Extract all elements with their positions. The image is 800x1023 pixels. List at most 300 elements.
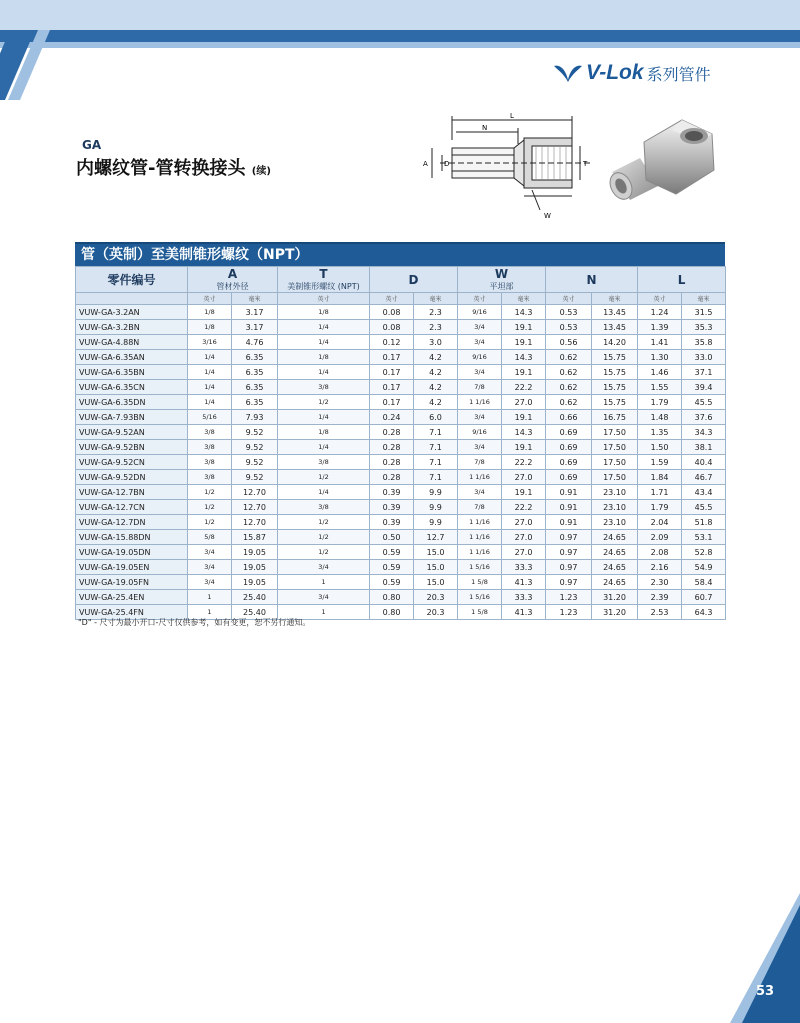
cell-n-mm: 17.50 bbox=[592, 425, 638, 440]
table-row bbox=[76, 545, 726, 560]
logo-subtitle: 系列管件 bbox=[646, 64, 711, 84]
cell-t-npt: 1/8 bbox=[278, 305, 370, 320]
cell-t-npt: 1/2 bbox=[278, 545, 370, 560]
cell-d-in: 0.28 bbox=[370, 470, 414, 485]
cell-w-in: 3/4 bbox=[458, 410, 502, 425]
header-A: A bbox=[188, 267, 278, 282]
cell-a-in: 3/4 bbox=[188, 545, 232, 560]
cell-d-in: 0.28 bbox=[370, 425, 414, 440]
cell-w-mm: 27.0 bbox=[502, 395, 546, 410]
cell-t-npt: 1/2 bbox=[278, 470, 370, 485]
logo-text: V-Lok bbox=[586, 61, 644, 84]
table-row bbox=[76, 335, 726, 350]
cell-d-mm: 4.2 bbox=[414, 380, 458, 395]
v-lok-leaf-icon bbox=[552, 62, 584, 84]
unit-in: 英寸 bbox=[546, 293, 592, 305]
cell-l-mm: 43.4 bbox=[682, 485, 726, 500]
cell-n-in: 0.53 bbox=[546, 305, 592, 320]
table-row bbox=[76, 320, 726, 335]
footnote: "D" - 尺寸为最小开口-尺寸仅供参考，如有变更，恕不另行通知。 bbox=[78, 618, 311, 627]
unit-in: 英寸 bbox=[638, 293, 682, 305]
cell-part-number: VUW-GA-25.4EN bbox=[76, 590, 188, 605]
cell-w-in: 3/4 bbox=[458, 485, 502, 500]
cell-l-in: 1.55 bbox=[638, 380, 682, 395]
table-row bbox=[76, 350, 726, 365]
cell-a-in: 3/16 bbox=[188, 335, 232, 350]
cell-t-npt: 1/8 bbox=[278, 425, 370, 440]
cell-n-in: 0.69 bbox=[546, 470, 592, 485]
cell-l-in: 1.79 bbox=[638, 500, 682, 515]
cell-n-in: 0.97 bbox=[546, 545, 592, 560]
cell-l-mm: 35.3 bbox=[682, 320, 726, 335]
table-section-title: 管（英制）至美制锥形螺纹（NPT） bbox=[75, 242, 725, 266]
cell-d-mm: 7.1 bbox=[414, 455, 458, 470]
table-row bbox=[76, 425, 726, 440]
cell-t-npt: 1/2 bbox=[278, 515, 370, 530]
cell-l-in: 1.59 bbox=[638, 455, 682, 470]
unit-mm: 毫米 bbox=[592, 293, 638, 305]
table-row bbox=[76, 410, 726, 425]
cell-l-in: 2.53 bbox=[638, 605, 682, 620]
cell-t-npt: 3/4 bbox=[278, 590, 370, 605]
cell-a-mm: 3.17 bbox=[232, 305, 278, 320]
cell-part-number: VUW-GA-3.2BN bbox=[76, 320, 188, 335]
cell-a-in: 1/4 bbox=[188, 380, 232, 395]
table-row bbox=[76, 485, 726, 500]
cell-a-mm: 19.05 bbox=[232, 575, 278, 590]
cell-t-npt: 1 bbox=[278, 575, 370, 590]
cell-n-in: 0.62 bbox=[546, 395, 592, 410]
cell-l-mm: 60.7 bbox=[682, 590, 726, 605]
cell-w-mm: 33.3 bbox=[502, 590, 546, 605]
cell-w-mm: 22.2 bbox=[502, 500, 546, 515]
cell-a-in: 1/4 bbox=[188, 350, 232, 365]
cell-part-number: VUW-GA-9.52BN bbox=[76, 440, 188, 455]
cell-part-number: VUW-GA-9.52AN bbox=[76, 425, 188, 440]
cell-n-mm: 23.10 bbox=[592, 485, 638, 500]
brand-logo bbox=[552, 58, 711, 88]
cell-w-mm: 33.3 bbox=[502, 560, 546, 575]
cell-a-mm: 25.40 bbox=[232, 590, 278, 605]
cell-part-number: VUW-GA-19.05EN bbox=[76, 560, 188, 575]
cell-l-mm: 34.3 bbox=[682, 425, 726, 440]
cell-l-mm: 37.1 bbox=[682, 365, 726, 380]
unit-mm: 毫米 bbox=[682, 293, 726, 305]
cell-w-in: 1 5/8 bbox=[458, 575, 502, 590]
cell-a-in: 1/4 bbox=[188, 395, 232, 410]
table-row bbox=[76, 575, 726, 590]
cell-l-mm: 33.0 bbox=[682, 350, 726, 365]
cell-d-mm: 4.2 bbox=[414, 395, 458, 410]
cell-w-mm: 14.3 bbox=[502, 350, 546, 365]
cell-l-mm: 37.6 bbox=[682, 410, 726, 425]
cell-t-npt: 1/2 bbox=[278, 395, 370, 410]
cell-part-number: VUW-GA-9.52CN bbox=[76, 455, 188, 470]
top-banner-stripe-light bbox=[0, 42, 800, 48]
cell-a-in: 3/8 bbox=[188, 440, 232, 455]
table-row bbox=[76, 515, 726, 530]
cell-l-in: 1.71 bbox=[638, 485, 682, 500]
cell-l-in: 1.30 bbox=[638, 350, 682, 365]
cell-d-mm: 12.7 bbox=[414, 530, 458, 545]
dimension-table-grid bbox=[75, 266, 726, 620]
cell-d-in: 0.39 bbox=[370, 515, 414, 530]
cell-a-mm: 6.35 bbox=[232, 395, 278, 410]
cell-l-mm: 51.8 bbox=[682, 515, 726, 530]
cell-l-in: 2.16 bbox=[638, 560, 682, 575]
cell-w-in: 3/4 bbox=[458, 440, 502, 455]
cell-a-mm: 19.05 bbox=[232, 545, 278, 560]
table-row bbox=[76, 380, 726, 395]
cell-w-in: 1 5/16 bbox=[458, 590, 502, 605]
cell-w-in: 3/4 bbox=[458, 335, 502, 350]
cell-n-mm: 23.10 bbox=[592, 500, 638, 515]
cell-d-mm: 4.2 bbox=[414, 365, 458, 380]
cell-w-in: 1 1/16 bbox=[458, 470, 502, 485]
cell-d-mm: 4.2 bbox=[414, 350, 458, 365]
cell-w-mm: 19.1 bbox=[502, 365, 546, 380]
cell-w-mm: 22.2 bbox=[502, 455, 546, 470]
cell-part-number: VUW-GA-6.35AN bbox=[76, 350, 188, 365]
cell-n-in: 0.56 bbox=[546, 335, 592, 350]
cell-n-mm: 24.65 bbox=[592, 560, 638, 575]
cell-d-in: 0.39 bbox=[370, 485, 414, 500]
cell-w-mm: 41.3 bbox=[502, 605, 546, 620]
cell-d-in: 0.12 bbox=[370, 335, 414, 350]
cell-n-mm: 14.20 bbox=[592, 335, 638, 350]
cell-a-mm: 9.52 bbox=[232, 470, 278, 485]
cell-t-npt: 1/4 bbox=[278, 440, 370, 455]
cell-n-mm: 17.50 bbox=[592, 455, 638, 470]
cell-part-number: VUW-GA-6.35DN bbox=[76, 395, 188, 410]
cell-l-in: 2.04 bbox=[638, 515, 682, 530]
cell-l-in: 1.48 bbox=[638, 410, 682, 425]
cell-part-number: VUW-GA-19.05FN bbox=[76, 575, 188, 590]
cell-part-number: VUW-GA-15.88DN bbox=[76, 530, 188, 545]
cell-a-mm: 6.35 bbox=[232, 365, 278, 380]
cell-d-mm: 15.0 bbox=[414, 545, 458, 560]
cell-part-number: VUW-GA-25.4FN bbox=[76, 605, 188, 620]
cell-t-npt: 3/4 bbox=[278, 560, 370, 575]
cell-w-mm: 19.1 bbox=[502, 485, 546, 500]
cell-a-in: 1/2 bbox=[188, 515, 232, 530]
cell-d-mm: 15.0 bbox=[414, 560, 458, 575]
product-title bbox=[76, 154, 271, 180]
cell-n-in: 0.62 bbox=[546, 380, 592, 395]
cell-d-in: 0.17 bbox=[370, 380, 414, 395]
cell-l-mm: 53.1 bbox=[682, 530, 726, 545]
cell-d-in: 0.17 bbox=[370, 365, 414, 380]
cell-l-mm: 58.4 bbox=[682, 575, 726, 590]
cell-a-in: 5/8 bbox=[188, 530, 232, 545]
cell-n-in: 0.91 bbox=[546, 485, 592, 500]
cell-w-in: 3/4 bbox=[458, 365, 502, 380]
cell-n-in: 0.69 bbox=[546, 425, 592, 440]
cell-l-in: 1.79 bbox=[638, 395, 682, 410]
cell-a-in: 1 bbox=[188, 590, 232, 605]
cell-d-in: 0.28 bbox=[370, 440, 414, 455]
cell-d-in: 0.17 bbox=[370, 395, 414, 410]
cell-n-in: 0.53 bbox=[546, 320, 592, 335]
cell-l-in: 1.46 bbox=[638, 365, 682, 380]
cell-part-number: VUW-GA-7.93BN bbox=[76, 410, 188, 425]
cell-d-in: 0.80 bbox=[370, 605, 414, 620]
cell-l-in: 1.50 bbox=[638, 440, 682, 455]
cell-l-in: 2.39 bbox=[638, 590, 682, 605]
cell-w-mm: 19.1 bbox=[502, 335, 546, 350]
header-T: T bbox=[278, 267, 370, 282]
cell-w-mm: 22.2 bbox=[502, 380, 546, 395]
product-title-text: 内螺纹管-管转换接头 bbox=[76, 158, 246, 179]
cell-n-mm: 17.50 bbox=[592, 440, 638, 455]
cell-l-mm: 46.7 bbox=[682, 470, 726, 485]
cell-n-in: 0.97 bbox=[546, 530, 592, 545]
cell-part-number: VUW-GA-12.7DN bbox=[76, 515, 188, 530]
header-unit-blank bbox=[76, 293, 188, 305]
cell-d-mm: 7.1 bbox=[414, 470, 458, 485]
header-L: L bbox=[638, 267, 726, 293]
cell-d-mm: 15.0 bbox=[414, 575, 458, 590]
cell-d-in: 0.28 bbox=[370, 455, 414, 470]
cell-w-mm: 19.1 bbox=[502, 320, 546, 335]
cell-a-in: 3/8 bbox=[188, 470, 232, 485]
cell-l-mm: 35.8 bbox=[682, 335, 726, 350]
cell-d-mm: 3.0 bbox=[414, 335, 458, 350]
unit-in: 英寸 bbox=[188, 293, 232, 305]
cell-n-mm: 31.20 bbox=[592, 605, 638, 620]
cell-t-npt: 1/4 bbox=[278, 485, 370, 500]
cell-d-in: 0.08 bbox=[370, 305, 414, 320]
cell-n-in: 0.97 bbox=[546, 560, 592, 575]
table-row bbox=[76, 365, 726, 380]
cell-l-in: 2.30 bbox=[638, 575, 682, 590]
cell-a-mm: 6.35 bbox=[232, 350, 278, 365]
cell-part-number: VUW-GA-12.7CN bbox=[76, 500, 188, 515]
unit-in: 英寸 bbox=[370, 293, 414, 305]
drawing-label-W: W bbox=[544, 212, 551, 220]
cell-a-mm: 15.87 bbox=[232, 530, 278, 545]
cell-w-in: 1 1/16 bbox=[458, 545, 502, 560]
cell-d-mm: 2.3 bbox=[414, 305, 458, 320]
cell-l-mm: 31.5 bbox=[682, 305, 726, 320]
cell-l-mm: 45.5 bbox=[682, 395, 726, 410]
cell-n-mm: 15.75 bbox=[592, 380, 638, 395]
cell-a-mm: 7.93 bbox=[232, 410, 278, 425]
drawing-label-D: D bbox=[444, 160, 450, 168]
cell-l-in: 1.84 bbox=[638, 470, 682, 485]
cell-n-mm: 31.20 bbox=[592, 590, 638, 605]
cell-a-in: 1/8 bbox=[188, 320, 232, 335]
cell-n-in: 0.97 bbox=[546, 575, 592, 590]
cell-d-mm: 9.9 bbox=[414, 500, 458, 515]
cell-n-mm: 16.75 bbox=[592, 410, 638, 425]
cell-w-in: 1 5/16 bbox=[458, 560, 502, 575]
cell-w-in: 7/8 bbox=[458, 500, 502, 515]
cell-d-in: 0.39 bbox=[370, 500, 414, 515]
cell-w-mm: 27.0 bbox=[502, 545, 546, 560]
cell-d-mm: 20.3 bbox=[414, 605, 458, 620]
cell-w-in: 7/8 bbox=[458, 380, 502, 395]
cell-t-npt: 1/4 bbox=[278, 320, 370, 335]
cell-d-in: 0.17 bbox=[370, 350, 414, 365]
corner-decoration bbox=[710, 893, 800, 1023]
table-row bbox=[76, 560, 726, 575]
dimension-table bbox=[75, 242, 725, 620]
cell-l-mm: 40.4 bbox=[682, 455, 726, 470]
cell-a-in: 1 bbox=[188, 605, 232, 620]
cell-n-mm: 13.45 bbox=[592, 320, 638, 335]
cell-l-in: 1.35 bbox=[638, 425, 682, 440]
cell-a-in: 1/8 bbox=[188, 305, 232, 320]
cell-a-mm: 9.52 bbox=[232, 455, 278, 470]
cell-n-mm: 24.65 bbox=[592, 530, 638, 545]
cell-d-mm: 7.1 bbox=[414, 440, 458, 455]
cell-t-npt: 1/8 bbox=[278, 350, 370, 365]
cell-w-mm: 19.1 bbox=[502, 410, 546, 425]
drawing-label-A: A bbox=[423, 160, 428, 168]
header-T-sub: 美制锥形螺纹 (NPT) bbox=[278, 281, 370, 293]
top-banner-stripe bbox=[0, 30, 800, 42]
cell-l-in: 1.39 bbox=[638, 320, 682, 335]
cell-d-mm: 7.1 bbox=[414, 425, 458, 440]
cell-a-mm: 4.76 bbox=[232, 335, 278, 350]
cell-l-mm: 45.5 bbox=[682, 500, 726, 515]
cell-l-in: 1.24 bbox=[638, 305, 682, 320]
cell-part-number: VUW-GA-6.35BN bbox=[76, 365, 188, 380]
header-N: N bbox=[546, 267, 638, 293]
cell-d-in: 0.59 bbox=[370, 545, 414, 560]
cell-n-mm: 15.75 bbox=[592, 395, 638, 410]
cell-d-in: 0.80 bbox=[370, 590, 414, 605]
cell-w-in: 9/16 bbox=[458, 305, 502, 320]
cell-d-in: 0.50 bbox=[370, 530, 414, 545]
cell-l-mm: 52.8 bbox=[682, 545, 726, 560]
cell-d-mm: 9.9 bbox=[414, 515, 458, 530]
cell-d-mm: 6.0 bbox=[414, 410, 458, 425]
cell-a-mm: 12.70 bbox=[232, 515, 278, 530]
cell-w-mm: 27.0 bbox=[502, 530, 546, 545]
header-W-sub: 平坦部 bbox=[458, 281, 546, 293]
table-row bbox=[76, 440, 726, 455]
cell-n-in: 0.69 bbox=[546, 455, 592, 470]
cell-t-npt: 1/2 bbox=[278, 530, 370, 545]
cell-t-npt: 3/8 bbox=[278, 455, 370, 470]
drawing-label-L: L bbox=[510, 112, 514, 120]
cell-n-mm: 23.10 bbox=[592, 515, 638, 530]
cell-w-in: 7/8 bbox=[458, 455, 502, 470]
unit-in: 英寸 bbox=[458, 293, 502, 305]
drawing-label-T: T bbox=[583, 160, 588, 168]
product-title-suffix: (续) bbox=[251, 166, 271, 177]
cell-t-npt: 1/4 bbox=[278, 365, 370, 380]
cell-a-mm: 9.52 bbox=[232, 425, 278, 440]
table-row bbox=[76, 395, 726, 410]
cell-t-npt: 3/8 bbox=[278, 380, 370, 395]
cell-n-mm: 24.65 bbox=[592, 575, 638, 590]
header-part-number: 零件编号 bbox=[76, 267, 188, 293]
table-row bbox=[76, 500, 726, 515]
cell-part-number: VUW-GA-6.35CN bbox=[76, 380, 188, 395]
cell-n-in: 0.91 bbox=[546, 515, 592, 530]
cell-part-number: VUW-GA-3.2AN bbox=[76, 305, 188, 320]
cell-w-mm: 14.3 bbox=[502, 305, 546, 320]
cell-w-mm: 27.0 bbox=[502, 470, 546, 485]
cell-n-mm: 24.65 bbox=[592, 545, 638, 560]
unit-in: 英寸 bbox=[278, 293, 370, 305]
cell-part-number: VUW-GA-19.05DN bbox=[76, 545, 188, 560]
cell-w-in: 1 1/16 bbox=[458, 530, 502, 545]
cell-n-in: 1.23 bbox=[546, 605, 592, 620]
table-row bbox=[76, 455, 726, 470]
cell-d-in: 0.24 bbox=[370, 410, 414, 425]
cell-t-npt: 1/4 bbox=[278, 335, 370, 350]
cell-part-number: VUW-GA-9.52DN bbox=[76, 470, 188, 485]
cell-d-mm: 9.9 bbox=[414, 485, 458, 500]
cell-l-mm: 64.3 bbox=[682, 605, 726, 620]
cell-a-mm: 12.70 bbox=[232, 485, 278, 500]
cell-a-mm: 19.05 bbox=[232, 560, 278, 575]
cell-t-npt: 3/8 bbox=[278, 500, 370, 515]
table-row bbox=[76, 470, 726, 485]
unit-mm: 毫米 bbox=[414, 293, 458, 305]
cell-l-in: 2.09 bbox=[638, 530, 682, 545]
cell-w-in: 9/16 bbox=[458, 350, 502, 365]
table-body bbox=[76, 305, 726, 620]
cell-w-in: 1 1/16 bbox=[458, 515, 502, 530]
cell-n-mm: 13.45 bbox=[592, 305, 638, 320]
table-row bbox=[76, 305, 726, 320]
table-row bbox=[76, 590, 726, 605]
cell-l-mm: 54.9 bbox=[682, 560, 726, 575]
cell-l-in: 2.08 bbox=[638, 545, 682, 560]
cell-w-in: 9/16 bbox=[458, 425, 502, 440]
cell-a-in: 3/8 bbox=[188, 425, 232, 440]
unit-mm: 毫米 bbox=[502, 293, 546, 305]
cell-n-in: 0.66 bbox=[546, 410, 592, 425]
banner-slant-decoration bbox=[0, 30, 50, 100]
cell-l-in: 1.41 bbox=[638, 335, 682, 350]
cell-d-mm: 20.3 bbox=[414, 590, 458, 605]
cell-part-number: VUW-GA-12.7BN bbox=[76, 485, 188, 500]
cell-a-in: 5/16 bbox=[188, 410, 232, 425]
cell-w-mm: 41.3 bbox=[502, 575, 546, 590]
cell-a-in: 3/4 bbox=[188, 575, 232, 590]
cell-w-in: 1 1/16 bbox=[458, 395, 502, 410]
unit-mm: 毫米 bbox=[232, 293, 278, 305]
cell-a-mm: 3.17 bbox=[232, 320, 278, 335]
cell-a-mm: 6.35 bbox=[232, 380, 278, 395]
cell-n-mm: 15.75 bbox=[592, 365, 638, 380]
cell-n-in: 0.62 bbox=[546, 350, 592, 365]
cell-a-mm: 9.52 bbox=[232, 440, 278, 455]
cell-n-in: 0.91 bbox=[546, 500, 592, 515]
header-A-sub: 管材外径 bbox=[188, 281, 278, 293]
cell-a-in: 1/2 bbox=[188, 500, 232, 515]
drawing-label-N: N bbox=[482, 124, 488, 132]
table-row bbox=[76, 530, 726, 545]
cell-part-number: VUW-GA-4.88N bbox=[76, 335, 188, 350]
cell-w-in: 1 5/8 bbox=[458, 605, 502, 620]
cell-t-npt: 1/4 bbox=[278, 410, 370, 425]
cell-a-in: 1/2 bbox=[188, 485, 232, 500]
cell-d-in: 0.08 bbox=[370, 320, 414, 335]
cell-d-in: 0.59 bbox=[370, 575, 414, 590]
page-number: 53 bbox=[756, 984, 775, 999]
cell-w-mm: 14.3 bbox=[502, 425, 546, 440]
cell-w-mm: 27.0 bbox=[502, 515, 546, 530]
cell-l-mm: 38.1 bbox=[682, 440, 726, 455]
technical-drawing bbox=[420, 110, 595, 225]
